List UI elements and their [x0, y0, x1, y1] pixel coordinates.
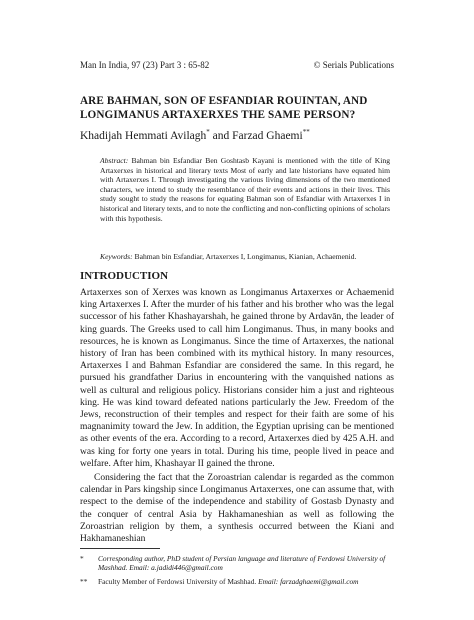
abstract [100, 156, 390, 223]
author-name-2: Farzad Ghaemi [232, 129, 303, 142]
keywords-label: Keywords: [100, 252, 133, 261]
author-connector: and [209, 129, 233, 142]
footnote-2 [80, 577, 394, 586]
footnote-mark-2: ** [80, 577, 88, 587]
abstract-text: Bahman bin Esfandiar Ben Goshtasb Kayani is mentioned with the title of King Artaxerxes in historical and literary texts Most of early and late historians have equated him with Artaxerxes I. Through investigating the various living dimensions of the two mentioned characters, we intend to study the resemblance of their events and actions in their lives. This study sought to study the reasons for equating Bahman son of Esfandiar with Artaxerxes I in historical and literary texts, and to note the conflicting and non-conflicting opinions of scholars with this hypothesis. [100, 156, 390, 223]
author-mark-2: ** [302, 128, 310, 136]
paper-title: ARE BAHMAN, SON OF ESFANDIAR ROUINTAN, AND LONGIMANUS ARTAXERXES THE SAME PERSON? [80, 95, 368, 121]
footnote-email-label-2: Email: [256, 577, 281, 587]
footnote-1 [80, 554, 394, 572]
keywords [100, 252, 390, 262]
author-name-1: Khadijah Hemmati Avilagh [80, 129, 207, 142]
footnote-email-label-1: Email: [127, 563, 152, 573]
footnote-text-2: Faculty Member of Ferdowsi University of Mashhad. [98, 577, 257, 587]
keywords-text: Bahman bin Esfandiar, Artaxerxes I, Longimanus, Kianian, Achaemenid. [132, 252, 357, 261]
footnote-divider [80, 548, 160, 549]
paragraph-2: Considering the fact that the Zoroastrian calendar is regarded as the common calendar in Pars kingship since Longimanus Artaxerxes, one can assume that, with respect to the demise of the independence and stability of Gostasb Dynasty and the conquer of central Asia by Hakhamaneshian as well as following the Zoroastrian religion by them, a synthesis occurred between the Kiani and Hakhamaneshian [80, 473, 394, 545]
footnote-email-2[interactable]: farzadghaemi@gmail.com [280, 577, 359, 587]
publisher-name: © Serials Publications [313, 60, 394, 70]
body-text [80, 287, 394, 545]
paragraph-1: Artaxerxes son of Xerxes was known as Longimanus Artaxerxes or Achaemenid king Artaxerxes I. After the murder of his father and his brother who was the legal successor of his father Khashayarshah, he gained throne by Ardavān, the leader of king guards. The Greeks used to call him Longimanus. Thus, in many books and resources, he is known as Longimanus. Since the time of Artaxerxes, the national history of Iran has been combined with its mythical history. In many resources, Artaxerxes I and Bahman Esfandiar are considered the same. In this regard, he pursued his grandfather Darius in encountering with the vanquished nations as well as cultural and religious policy. Historians consider him a just and righteous king. He was kind toward defeated nations particularly the Jew. Freedom of the Jews, reconstruction of their temples and respect for their faith are some of his magnanimity toward the Jew. In addition, the Egyptian uprising can be mentioned as other events of the era. According to a record, Artaxerxes died by 425 A.H. and was king for forty one years in total. During his time, people lived in peace and welfare. After him, Khashayar II gained the throne. [80, 288, 394, 469]
footnote-email-1[interactable]: a.jadidi446@gmail.com [151, 563, 223, 573]
author-line [80, 128, 310, 142]
abstract-label: Abstract: [100, 156, 129, 165]
footnote-mark-1: * [80, 554, 84, 563]
journal-citation: Man In India, 97 (23) Part 3 : 65-82 [80, 60, 210, 70]
author-mark-1: * [206, 128, 210, 136]
running-header [80, 60, 394, 70]
footnote-text-1: Corresponding author, PhD student of Persian language and literature of Ferdowsi University of Mashhad. [98, 554, 386, 573]
footnotes [80, 554, 394, 592]
section-heading: INTRODUCTION [80, 270, 169, 282]
